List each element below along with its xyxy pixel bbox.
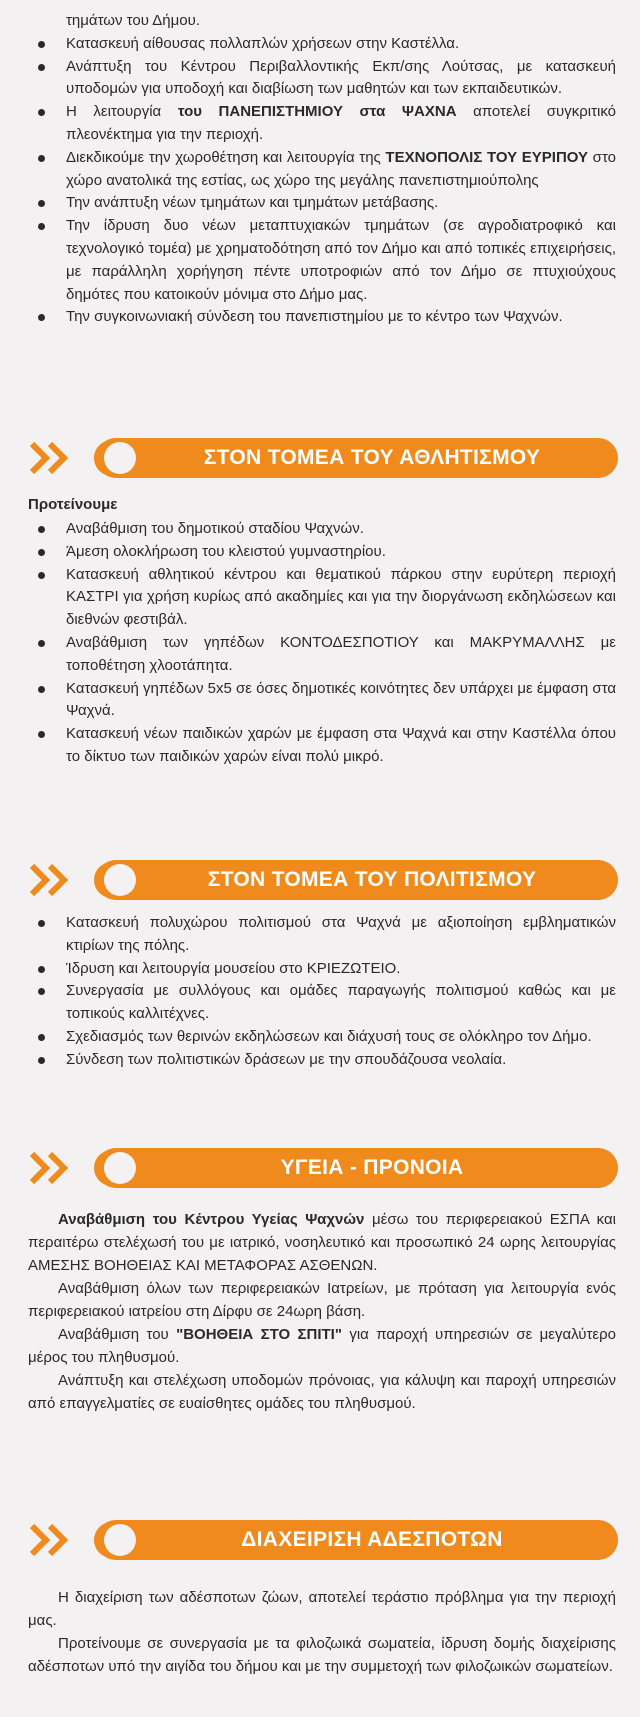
crescent-icon — [88, 438, 136, 478]
list-item — [28, 147, 616, 193]
text-run: Ανάπτυξη και στελέχωση υποδομών πρόνοιας, για κάλυψη και παροχή υπηρεσιών από επαγγελματίες σε ευαίσθητες ομάδες του πληθυσμού. — [28, 1372, 616, 1412]
education-section — [28, 10, 616, 329]
text-run: στο χώρο ανατολικά της εστίας, ως χώρο της μεγάλης πανεπιστημιούπολης — [66, 148, 616, 189]
paragraph — [28, 1586, 616, 1632]
list-item — [28, 192, 616, 215]
emphasis-text: "ΒΟΗΘΕΙΑ ΣΤΟ ΣΠΙΤΙ" — [176, 1326, 342, 1343]
text-run: Κατασκευή αίθουσας πολλαπλών χρήσεων στην Καστέλλα. — [66, 34, 460, 52]
list-item — [28, 678, 616, 724]
double-chevron-right-icon — [28, 440, 92, 476]
emphasis-text: Αναβάθμιση του Κέντρου Υγείας Ψαχνών — [58, 1211, 365, 1228]
list-item — [28, 912, 616, 958]
list-item — [28, 101, 616, 147]
culture-bullets — [28, 912, 616, 1072]
section-title-bar — [96, 438, 618, 478]
list-item — [28, 958, 616, 981]
list-item — [28, 980, 616, 1026]
list-item — [28, 541, 616, 564]
paragraph — [28, 1277, 616, 1323]
section-title-bar — [96, 1148, 618, 1188]
sports-bullets — [28, 518, 616, 769]
section-title: ΥΓΕΙΑ - ΠΡΟΝΟΙΑ — [280, 1156, 464, 1179]
section-header-strays — [28, 1520, 618, 1560]
culture-section — [28, 912, 616, 1072]
section-title: ΣΤΟΝ ΤΟΜΕΑ ΤΟΥ ΠΟΛΙΤΙΣΜΟΥ — [207, 868, 537, 891]
list-item — [28, 723, 616, 769]
sports-section — [28, 494, 616, 769]
crescent-icon — [88, 860, 136, 900]
list-item — [28, 518, 616, 541]
list-item — [28, 33, 616, 56]
text-run: Κατασκευή γηπέδων 5x5 σε όσες δημοτικές κοινότητες δεν υπάρχει με έμφαση στα Ψαχνά. — [66, 679, 616, 720]
list-item — [28, 564, 616, 632]
section-header-sports — [28, 438, 618, 478]
emphasis-text: ΤΕΧΝΟΠΟΛΙΣ ΤΟΥ ΕΥΡΙΠΟΥ — [385, 148, 589, 166]
double-chevron-right-icon — [28, 1522, 92, 1558]
education-list — [28, 10, 616, 33]
list-item — [28, 306, 616, 329]
text-run: Κατασκευή νέων παιδικών χαρών με έμφαση στα Ψαχνά και στην Καστέλλα όπου το δίκτυο των παιδικών χαρών είναι πολύ μικρό. — [66, 725, 616, 765]
text-run: Την ανάπτυξη νέων τμημάτων και τμημάτων μετάβασης. — [66, 194, 439, 212]
list-item — [28, 1026, 616, 1049]
text-run: μέσω του περιφερειακού ΕΣΠΑ και περαιτέρω στελέχωσή του με ιατρικό, νοσηλευτικό και προσωπικό 24 ωρης λειτουργίας ΑΜΕΣΗΣ ΒΟΗΘΕΙΑΣ ΚΑΙ ΜΕΤΑΦΟΡΑΣ ΑΣΘΕΝΩΝ. — [28, 1211, 617, 1274]
double-chevron-right-icon — [28, 862, 92, 898]
paragraph — [28, 1323, 616, 1369]
text-run: Την ίδρυση δυο νέων μεταπτυχιακών τμημάτων (σε αγροδιατροφικό και τεχνολογικό τομέα) με χρηματοδότηση από τον Δήμο και από τοπικές επιχειρήσεις, με παράλληλη χορήγηση πέντε υποτροφιών από τον Δήμο σε πτυχιούχους δημότες που κατοικούν μόνιμα στο Δήμο μας. — [66, 217, 616, 303]
strays-paragraphs — [28, 1586, 616, 1678]
text-run: Προτείνουμε σε συνεργασία με τα φιλοζωικά σωματεία, ίδρυση δομής διαχείρισης αδέσποτων υπό την αιγίδα του δήμου και με την συμμετοχή των φιλοζωικών σωματείων. — [28, 1635, 616, 1675]
text-run: Αναβάθμιση του δημοτικού σταδίου Ψαχνών. — [66, 520, 364, 537]
health-paragraphs — [28, 1208, 616, 1415]
list-item — [28, 215, 616, 306]
crescent-icon — [88, 1148, 136, 1188]
text-run: Σύνδεση των πολιτιστικών δράσεων με την σπουδάζουσα νεολαία. — [66, 1050, 507, 1068]
paragraph — [28, 1369, 616, 1415]
text-run: για παροχή υπηρεσιών σε μεγαλύτερο μέρος του πληθυσμού. — [28, 1326, 616, 1366]
crescent-icon — [88, 1520, 136, 1560]
text-run: Αναβάθμιση των γηπέδων ΚΟΝΤΟΔΕΣΠΟΤΙΟΥ και ΜΑΚΡΥΜΑΛΛΗΣ με τοποθέτηση χλοοτάπητα. — [66, 633, 616, 674]
sports-intro: Προτείνουμε — [28, 496, 118, 513]
list-item — [28, 632, 616, 678]
text-run: Την συγκοινωνιακή σύνδεση του πανεπιστημίου με το κέντρο των Ψαχνών. — [66, 308, 563, 326]
section-title: ΣΤΟΝ ΤΟΜΕΑ ΤΟΥ ΑΘΛΗΤΙΣΜΟΥ — [203, 446, 541, 469]
section-title-bar — [96, 1520, 618, 1560]
list-item-text: τημάτων του Δήμου. — [66, 12, 200, 29]
strays-section — [28, 1586, 616, 1678]
text-run: Αναβάθμιση όλων των περιφερειακών Ιατρείων, με πρόταση για λειτουργία ενός περιφερειακού ιατρείου στη Δίρφυ σε 24ωρη βάση. — [28, 1280, 616, 1320]
section-header-health — [28, 1148, 618, 1188]
text-run: Αναβάθμιση του — [58, 1326, 177, 1343]
text-run: αποτελεί συγκριτικό πλεονέκτημα για την περιοχή. — [66, 103, 616, 143]
text-run: Κατασκευή αθλητικού κέντρου και θεματικού πάρκου στην ευρύτερη περιοχή ΚΑΣΤΡΙ για χρήση κυρίως από ακαδημίες και για την διοργάνωση εκδηλώσεων και διεθνών φεστιβάλ. — [66, 565, 616, 629]
paragraph — [28, 1208, 616, 1277]
text-run: Η διαχείριση των αδέσποτων ζώων, αποτελεί τεράστιο πρόβλημα για την περιοχή μας. — [28, 1589, 616, 1629]
text-run: Σχεδιασμός των θερινών εκδηλώσεων και διάχυσή τους σε ολόκληρο τον Δήμο. — [66, 1027, 592, 1045]
list-item — [28, 56, 616, 102]
section-title: ΔΙΑΧΕΙΡΙΣΗ ΑΔΕΣΠΟΤΩΝ — [241, 1528, 503, 1551]
section-header-culture — [28, 860, 618, 900]
paragraph — [28, 1632, 616, 1678]
double-chevron-right-icon — [28, 1150, 92, 1186]
text-run: Άμεση ολοκλήρωση του κλειστού γυμναστηρίου. — [66, 542, 386, 560]
list-item — [28, 10, 616, 33]
text-run: Ανάπτυξη του Κέντρου Περιβαλλοντικής Εκπ/σης Λούτσας, με κατασκευή υποδομών για υποδοχή και διαβίωση των μαθητών και των εκπαιδευτικών. — [66, 57, 616, 98]
text-run: Συνεργασία με συλλόγους και ομάδες παραγωγής πολιτισμού καθώς και με τοπικούς καλλιτέχνες. — [66, 982, 616, 1023]
list-item — [28, 1049, 616, 1072]
text-run: Διεκδικούμε την χωροθέτηση και λειτουργία της — [66, 148, 386, 166]
education-bullets — [28, 33, 616, 329]
text-run: Η λειτουργία — [66, 103, 178, 121]
text-run: Κατασκευή πολυχώρου πολιτισμού στα Ψαχνά με αξιοποίηση εμβληματικών κτιρίων της πόλης. — [66, 914, 616, 954]
emphasis-text: του ΠΑΝΕΠΙΣΤΗΜΙΟΥ στα ΨΑΧΝΑ — [177, 103, 457, 121]
text-run: Ίδρυση και λειτουργία μουσείου στο ΚΡΙΕΖΩΤΕΙΟ. — [66, 959, 401, 977]
section-title-bar — [96, 860, 618, 900]
health-section — [28, 1208, 616, 1415]
